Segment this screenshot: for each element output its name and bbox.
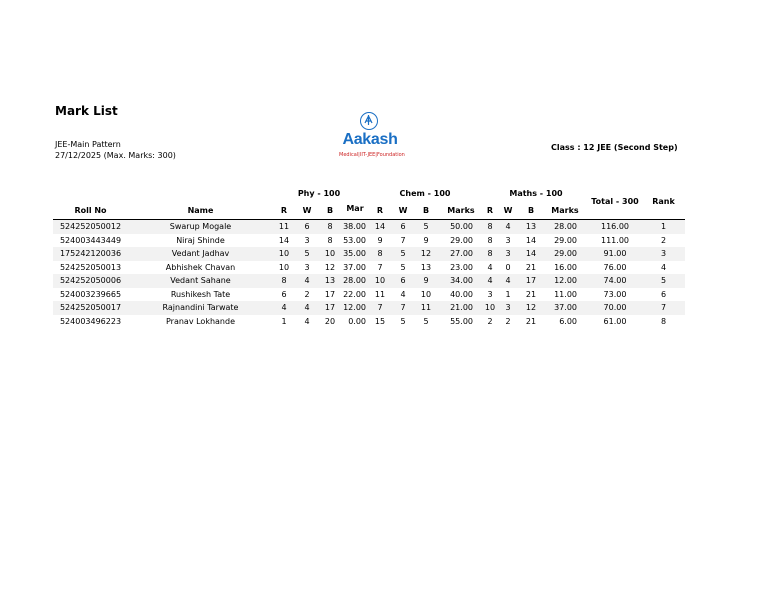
- logo-brand: Aakash: [342, 131, 398, 148]
- cell-chem-w: 4: [400, 289, 406, 299]
- cell-phy-marks: 38.00: [343, 222, 366, 231]
- cell-maths-r: 3: [487, 289, 493, 299]
- cell-chem-marks: 21.00: [450, 303, 473, 312]
- exam-info: [55, 139, 176, 161]
- cell-chem-marks: 34.00: [450, 276, 473, 285]
- cell-rank: 1: [660, 222, 667, 231]
- logo-tagline: Medical|IIT-JEE|Foundation: [339, 152, 405, 158]
- col-maths-marks: Marks: [551, 206, 579, 215]
- cell-chem-w: 5: [400, 249, 406, 258]
- cell-chem-marks: 23.00: [450, 262, 473, 272]
- cell-phy-r: 10: [278, 262, 290, 272]
- cell-maths-marks: 16.00: [554, 262, 577, 272]
- col-total: Total - 300: [591, 197, 639, 206]
- cell-phy-r: 8: [281, 276, 287, 285]
- cell-chem-r: 10: [374, 276, 386, 285]
- cell-maths-b: 12: [525, 303, 537, 312]
- marks-table: [53, 186, 685, 328]
- table-row: [53, 261, 685, 275]
- cell-chem-w: 5: [400, 316, 406, 326]
- exam-pattern: JEE-Main Pattern: [55, 140, 121, 149]
- cell-phy-r: 10: [278, 249, 290, 258]
- cell-chem-w: 5: [400, 262, 406, 272]
- page-title: Mark List: [55, 104, 118, 118]
- cell-chem-b: 5: [423, 222, 429, 231]
- col-maths-r: R: [486, 206, 494, 215]
- col-phy-r: R: [280, 206, 288, 215]
- cell-chem-w: 6: [400, 276, 406, 285]
- group-header-chem: Chem - 100: [399, 189, 451, 198]
- table-row: [53, 301, 685, 315]
- table-row: [53, 288, 685, 302]
- cell-phy-w: 4: [304, 316, 310, 326]
- col-roll: Roll No: [74, 206, 107, 215]
- cell-rank: 3: [660, 249, 667, 258]
- cell-maths-b: 21: [525, 262, 537, 272]
- cell-total: 73.00: [603, 289, 627, 299]
- table-row: [53, 220, 685, 234]
- col-rank: Rank: [652, 197, 675, 206]
- cell-phy-b: 17: [324, 289, 336, 299]
- cell-chem-b: 9: [423, 276, 429, 285]
- cell-name: Abhishek Chavan: [165, 262, 236, 272]
- table-row: [53, 234, 685, 248]
- cell-total: 70.00: [603, 303, 627, 312]
- cell-maths-w: 3: [505, 235, 511, 245]
- cell-maths-r: 4: [487, 262, 493, 272]
- cell-chem-marks: 27.00: [450, 249, 473, 258]
- cell-phy-b: 13: [324, 276, 336, 285]
- cell-phy-b: 20: [324, 316, 336, 326]
- cell-maths-r: 4: [487, 276, 493, 285]
- cell-phy-marks: 28.00: [343, 276, 366, 285]
- cell-roll: 175242120036: [59, 249, 122, 258]
- cell-phy-r: 11: [278, 222, 290, 231]
- cell-chem-r: 8: [377, 249, 383, 258]
- cell-chem-r: 7: [377, 262, 383, 272]
- cell-phy-w: 6: [304, 222, 310, 231]
- cell-maths-marks: 11.00: [554, 289, 577, 299]
- cell-phy-marks: 0.00: [348, 316, 366, 326]
- cell-maths-marks: 29.00: [554, 235, 577, 245]
- cell-maths-marks: 28.00: [554, 222, 577, 231]
- cell-maths-r: 8: [487, 235, 493, 245]
- cell-name: Pranav Lokhande: [165, 316, 235, 326]
- cell-roll: 524252050012: [59, 222, 122, 231]
- cell-total: 111.00: [601, 235, 629, 245]
- col-chem-b: B: [422, 206, 430, 215]
- cell-maths-r: 10: [484, 303, 496, 312]
- cell-chem-r: 14: [374, 222, 386, 231]
- cell-chem-b: 12: [420, 249, 432, 258]
- cell-total: 91.00: [603, 249, 627, 258]
- col-phy-marks: Mar: [346, 204, 364, 213]
- cell-phy-marks: 37.00: [343, 262, 366, 272]
- col-name: Name: [187, 206, 214, 215]
- cell-chem-b: 11: [420, 303, 432, 312]
- cell-maths-w: 4: [505, 276, 511, 285]
- exam-date-marks: 27/12/2025 (Max. Marks: 300): [55, 151, 176, 160]
- logo-emblem-icon: [360, 112, 378, 130]
- col-maths-w: W: [503, 206, 513, 215]
- cell-name: Swarup Mogale: [169, 222, 232, 231]
- cell-roll: 524003496223: [59, 316, 122, 326]
- cell-name: Rushikesh Tate: [170, 289, 231, 299]
- cell-chem-r: 15: [374, 316, 386, 326]
- cell-rank: 4: [660, 262, 667, 272]
- cell-phy-w: 5: [304, 249, 310, 258]
- cell-maths-r: 8: [487, 222, 493, 231]
- cell-chem-marks: 55.00: [450, 316, 473, 326]
- cell-phy-w: 3: [304, 262, 310, 272]
- cell-phy-w: 4: [304, 276, 310, 285]
- cell-maths-marks: 6.00: [559, 316, 577, 326]
- cell-chem-r: 9: [377, 235, 383, 245]
- table-body: [53, 220, 685, 328]
- group-header-phy: Phy - 100: [297, 189, 341, 198]
- cell-maths-r: 2: [487, 316, 493, 326]
- cell-roll: 524003239665: [59, 289, 122, 299]
- cell-rank: 8: [660, 316, 667, 326]
- cell-chem-b: 9: [423, 235, 429, 245]
- col-phy-w: W: [302, 206, 312, 215]
- table-row: [53, 274, 685, 288]
- cell-roll: 524252050006: [59, 276, 122, 285]
- cell-total: 116.00: [601, 222, 629, 231]
- cell-rank: 2: [660, 235, 667, 245]
- cell-chem-w: 7: [400, 303, 406, 312]
- cell-phy-w: 2: [304, 289, 310, 299]
- aakash-logo: [339, 112, 405, 164]
- table-row: [53, 315, 685, 329]
- table-header: [53, 186, 685, 220]
- cell-maths-b: 17: [525, 276, 537, 285]
- cell-name: Rajnandini Tarwate: [162, 303, 239, 312]
- cell-chem-b: 5: [423, 316, 429, 326]
- cell-maths-marks: 12.00: [554, 276, 577, 285]
- cell-chem-w: 6: [400, 222, 406, 231]
- cell-name: Vedant Jadhav: [171, 249, 230, 258]
- cell-phy-b: 17: [324, 303, 336, 312]
- cell-total: 61.00: [603, 316, 627, 326]
- col-maths-b: B: [527, 206, 535, 215]
- table-row: [53, 247, 685, 261]
- cell-phy-marks: 22.00: [343, 289, 366, 299]
- class-info: Class : 12 JEE (Second Step): [551, 143, 678, 152]
- cell-maths-w: 0: [505, 262, 511, 272]
- col-chem-w: W: [398, 206, 408, 215]
- cell-roll: 524252050017: [59, 303, 122, 312]
- cell-phy-marks: 35.00: [343, 249, 366, 258]
- cell-chem-b: 10: [420, 289, 432, 299]
- cell-chem-r: 7: [377, 303, 383, 312]
- cell-maths-b: 14: [525, 249, 537, 258]
- cell-chem-marks: 29.00: [450, 235, 473, 245]
- cell-phy-r: 6: [281, 289, 287, 299]
- cell-chem-w: 7: [400, 235, 406, 245]
- cell-maths-marks: 29.00: [554, 249, 577, 258]
- cell-phy-w: 4: [304, 303, 310, 312]
- cell-chem-marks: 50.00: [450, 222, 473, 231]
- cell-phy-r: 1: [281, 316, 287, 326]
- col-chem-r: R: [376, 206, 384, 215]
- cell-chem-b: 13: [420, 262, 432, 272]
- cell-name: Niraj Shinde: [176, 235, 225, 245]
- col-phy-b: B: [326, 206, 334, 215]
- cell-maths-w: 1: [505, 289, 511, 299]
- cell-total: 76.00: [603, 262, 627, 272]
- cell-rank: 7: [660, 303, 667, 312]
- group-header-maths: Maths - 100: [509, 189, 563, 198]
- cell-name: Vedant Sahane: [170, 276, 231, 285]
- cell-roll: 524252050013: [59, 262, 122, 272]
- col-chem-marks: Marks: [447, 206, 475, 215]
- cell-roll: 524003443449: [59, 235, 122, 245]
- cell-maths-w: 3: [505, 249, 511, 258]
- cell-phy-r: 14: [278, 235, 290, 245]
- cell-rank: 5: [660, 276, 667, 285]
- cell-maths-marks: 37.00: [554, 303, 577, 312]
- cell-maths-w: 4: [505, 222, 511, 231]
- cell-phy-marks: 12.00: [343, 303, 366, 312]
- cell-phy-b: 12: [324, 262, 336, 272]
- cell-maths-w: 3: [505, 303, 511, 312]
- cell-total: 74.00: [603, 276, 627, 285]
- cell-phy-b: 8: [327, 235, 333, 245]
- cell-maths-b: 21: [525, 289, 537, 299]
- cell-maths-r: 8: [487, 249, 493, 258]
- cell-maths-b: 13: [525, 222, 537, 231]
- cell-chem-r: 11: [374, 289, 386, 299]
- cell-phy-marks: 53.00: [343, 235, 366, 245]
- cell-maths-b: 21: [525, 316, 537, 326]
- cell-phy-w: 3: [304, 235, 310, 245]
- cell-maths-b: 14: [525, 235, 537, 245]
- cell-rank: 6: [660, 289, 667, 299]
- cell-phy-b: 10: [324, 249, 336, 258]
- cell-phy-r: 4: [281, 303, 287, 312]
- cell-phy-b: 8: [327, 222, 333, 231]
- cell-chem-marks: 40.00: [450, 289, 473, 299]
- cell-maths-w: 2: [505, 316, 511, 326]
